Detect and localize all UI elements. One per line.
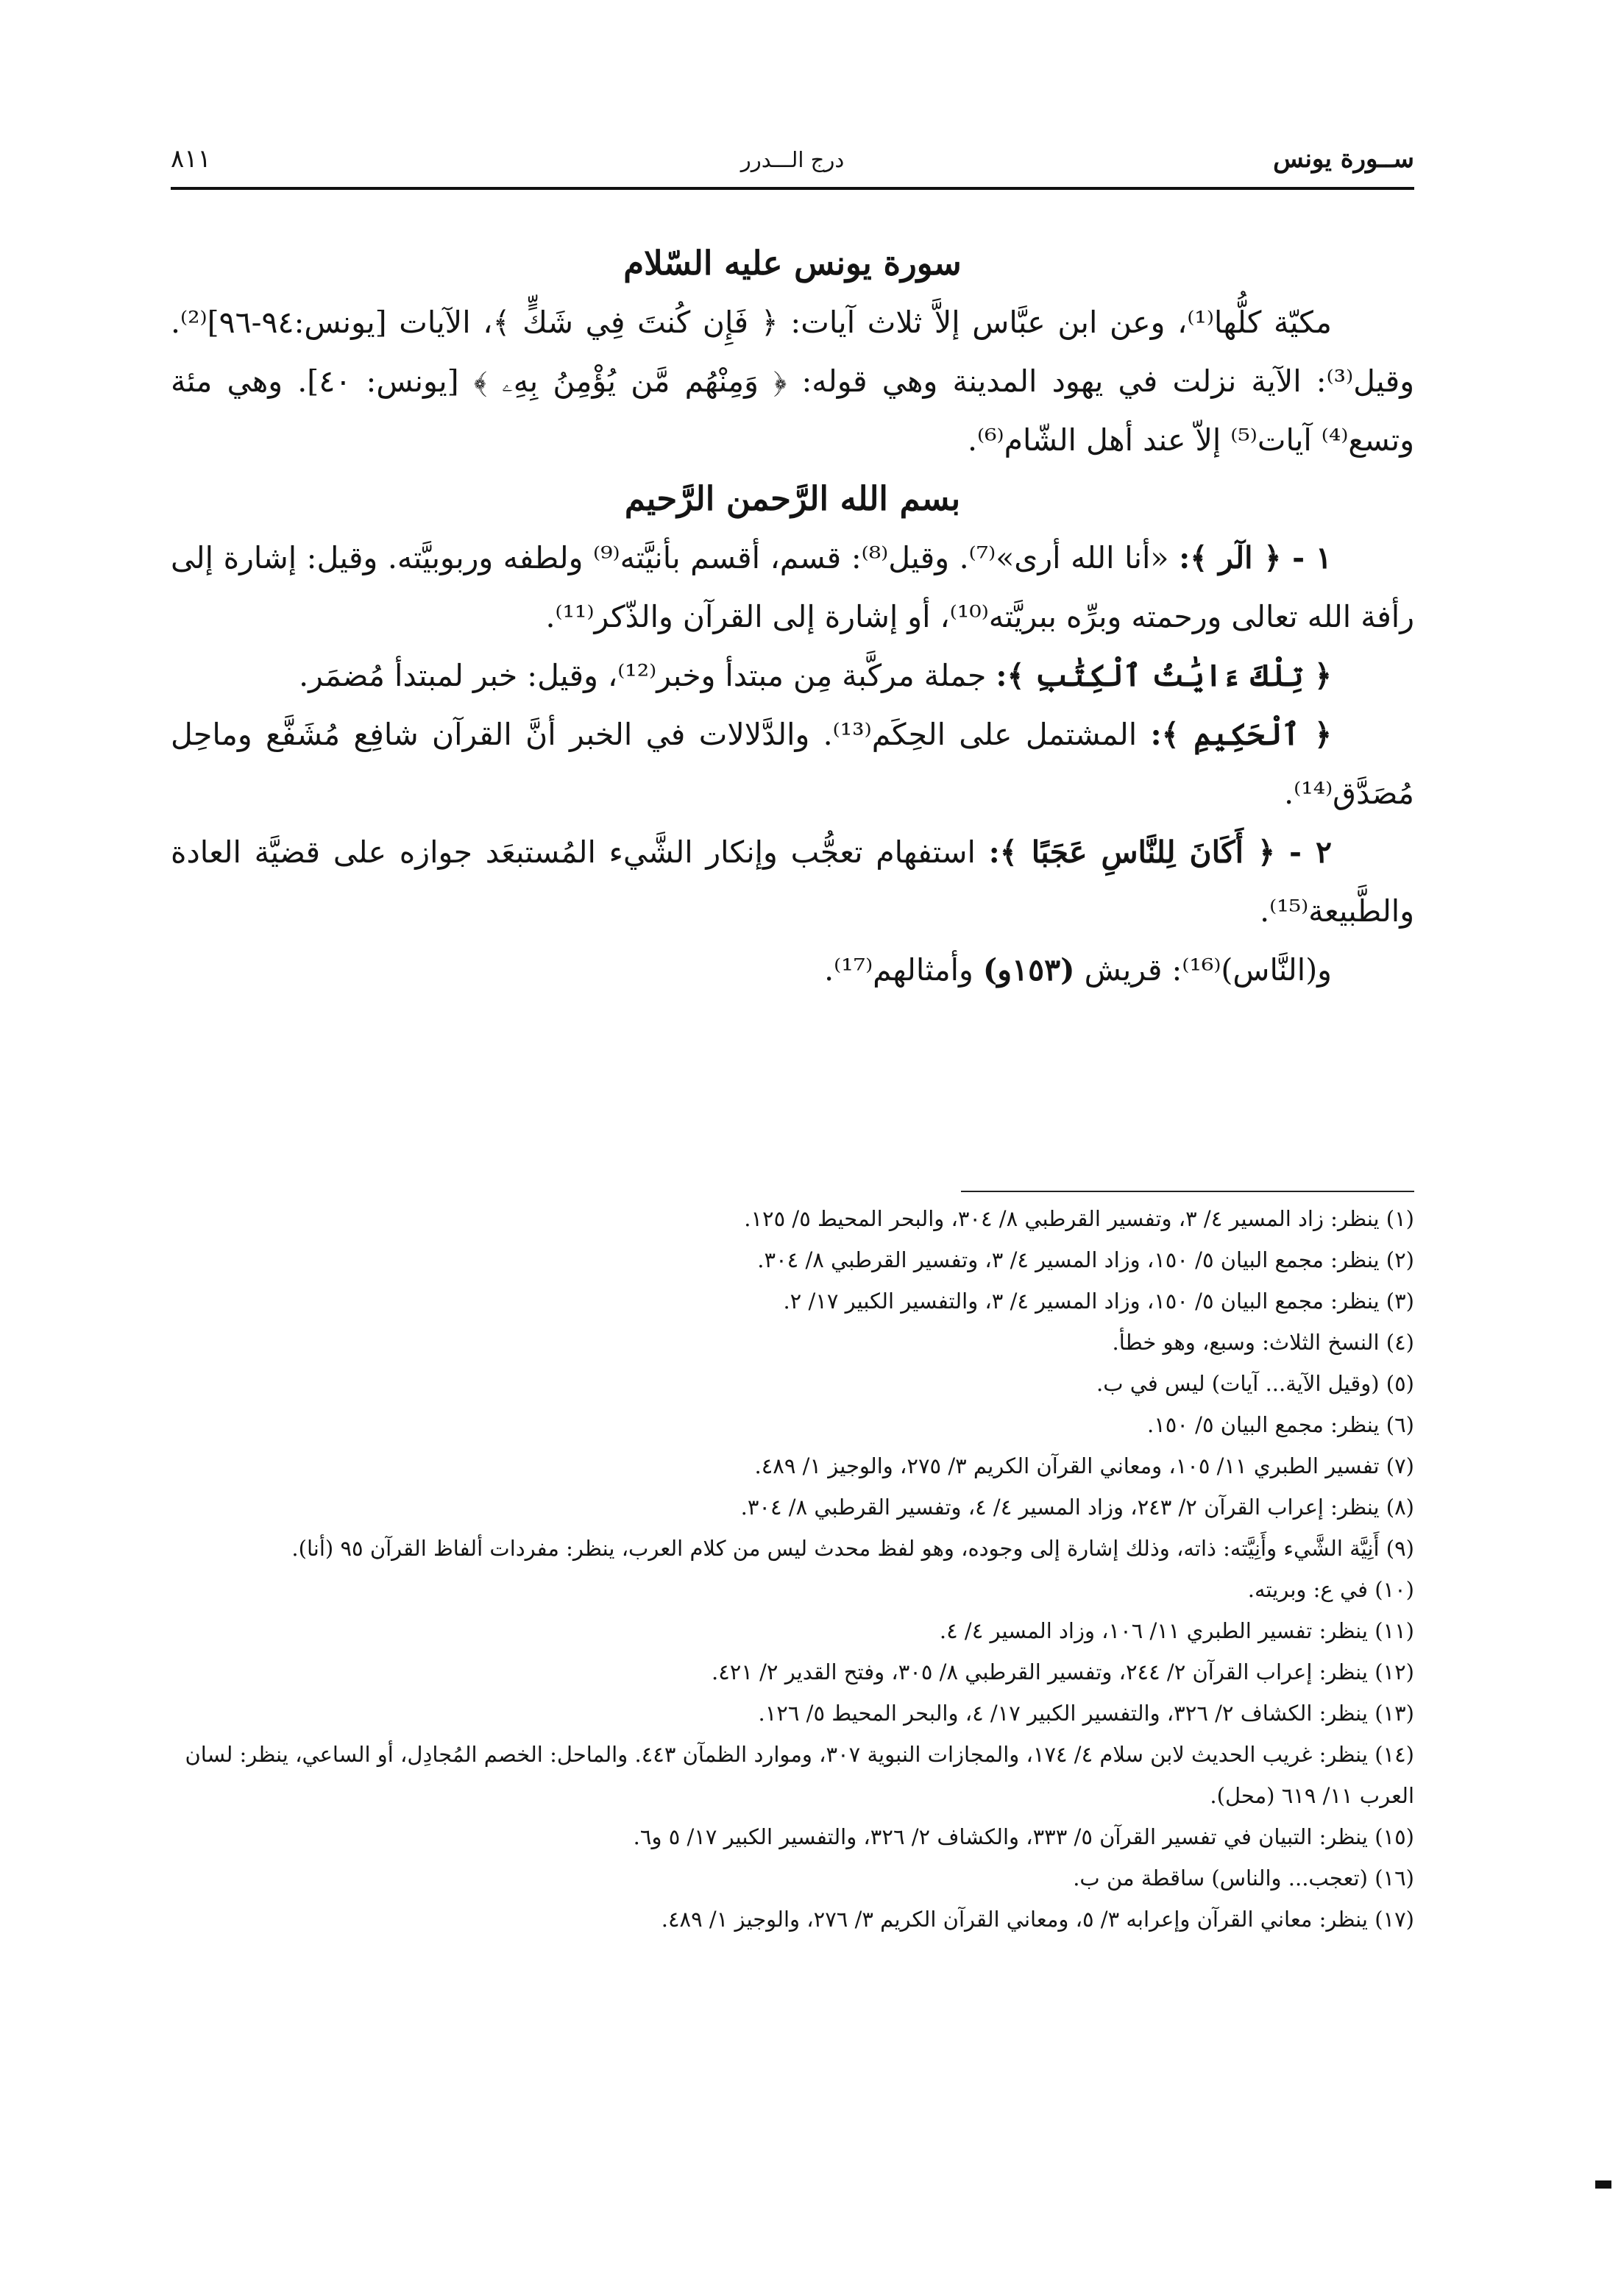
verse-2-commentary: استفهام تعجُّب وإنكار الشَّيء المُستبعَد جوازه على قضيَّة العادة والطَّبيعة⁽¹⁵⁾. — [171, 835, 1414, 929]
verse-2-heading: ٢ - ﴿ أَكَانَ لِلنَّاسِ عَجَبًا ﴾: — [988, 835, 1332, 870]
tilka-commentary: جملة مركَّبة مِن مبتدأ وخبر⁽¹²⁾، وقيل: خبر لمبتدأ مُضمَر. — [299, 658, 987, 693]
header-divider — [171, 187, 1414, 190]
footnote-4: (٤) النسخ الثلاث: وسبع، وهو خطأ. — [1112, 1330, 1414, 1355]
footnote-7: (٧) تفسير الطبري ١١/ ١٠٥، ومعاني القرآن الكريم ٣/ ٢٧٥، والوجيز ١/ ٤٨٩. — [754, 1453, 1414, 1478]
scan-edge-mark — [1595, 2180, 1611, 2189]
intro-paragraph: مكيّة كلُّها⁽¹⁾، وعن ابن عبَّاس إلاَّ ثلاث آيات: ﴿ فَإِن كُنتَ فِي شَكٍّ ﴾، الآيات [يونس:٩٤-٩٦]⁽²⁾. وقيل⁽³⁾: الآية نزلت في يهود المدينة وهي قوله: ﴿ وَمِنْهُم مَّن يُؤْمِنُ بِهِۦ ﴾ [يونس: ٤٠]. وهي مئة وتسع⁽⁴⁾ آيات⁽⁵⁾ إلاّ عند أهل الشّام⁽⁶⁾. — [171, 305, 1414, 458]
footnote-6: (٦) ينظر: مجمع البيان ٥/ ١٥٠. — [1147, 1412, 1414, 1437]
main-text — [171, 234, 1414, 999]
surah-header-title: ســورة يونس — [1273, 144, 1414, 174]
hakim-paragraph — [171, 705, 1414, 823]
nas-lead: و(النَّاس)⁽¹⁶⁾: قريش — [1084, 952, 1332, 988]
footnote-15: (١٥) ينظر: التبيان في تفسير القرآن ٥/ ٣٣٣، والكشاف ٢/ ٣٢٦، والتفسير الكبير ١٧/ ٥ و٦. — [633, 1824, 1414, 1849]
footnote-5: (٥) (وقيل الآية... آيات) ليس في ب. — [1096, 1371, 1414, 1396]
footnote-17: (١٧) ينظر: معاني القرآن وإعرابه ٣/ ٥، ومعاني القرآن الكريم ٣/ ٢٧٦، والوجيز ١/ ٤٨٩. — [661, 1907, 1414, 1932]
verse-1-paragraph — [171, 528, 1414, 646]
footnote-14: (١٤) ينظر: غريب الحديث لابن سلام ٤/ ١٧٤، والمجازات النبوية ٣٠٧، وموارد الظمآن ٤٤٣. والماحل: الخصم المُجادِل، أو الساعي، ينظر: لسان العرب ١١/ ٦١٩ (محل). — [185, 1742, 1414, 1808]
surah-title: سورة يونس عليه السّلام — [623, 244, 962, 283]
page-number: ٨١١ — [171, 144, 211, 174]
footnote-2: (٢) ينظر: مجمع البيان ٥/ ١٥٠، وزاد المسير ٤/ ٣، وتفسير القرطبي ٨/ ٣٠٤. — [757, 1247, 1414, 1272]
hakim-heading: ﴿ ٱلْحَكِيمِ ﴾: — [1150, 717, 1332, 752]
footnote-1: (١) ينظر: زاد المسير ٤/ ٣، وتفسير القرطبي ٨/ ٣٠٤، والبحر المحيط ٥/ ١٢٥. — [744, 1206, 1414, 1231]
book-header-title: درج الـــدرر — [740, 147, 845, 172]
nas-paragraph — [171, 940, 1414, 999]
footnote-8: (٨) ينظر: إعراب القرآن ٢/ ٢٤٣، وزاد المسير ٤/ ٤، وتفسير القرطبي ٨/ ٣٠٤. — [740, 1495, 1414, 1520]
hakim-commentary: المشتمل على الحِكَم⁽¹³⁾. والدَّلالات في الخبر أنَّ القرآن شافِع مُشَفَّع وماحِل مُصَدَّق⁽¹⁴⁾. — [171, 717, 1414, 811]
nas-tail: وأمثالهم⁽¹⁷⁾. — [824, 952, 973, 988]
footnote-13: (١٣) ينظر: الكشاف ٢/ ٣٢٦، والتفسير الكبير ١٧/ ٤، والبحر المحيط ٥/ ١٢٦. — [758, 1701, 1414, 1726]
footnote-9: (٩) أَنِيَّة الشَّيء وأَنِيَّته: ذاته، وذلك إشارة إلى وجوده، وهو لفظ محدث ليس من كلام العرب، ينظر: مفردات ألفاظ القرآن ٩٥ (أنا). — [291, 1536, 1414, 1561]
tilka-paragraph — [171, 646, 1414, 705]
verse-1-heading: ١ - ﴿ الٓر ﴾: — [1179, 540, 1332, 575]
running-header — [171, 144, 1414, 184]
tilka-heading: ﴿ تِلْكَ ءَايَٰتُ ٱلْكِتَٰبِ ﴾: — [996, 658, 1332, 693]
footnote-10: (١٠) في ع: وبريته. — [1247, 1577, 1414, 1602]
footnotes — [160, 1198, 1414, 1940]
basmala: بسم الله الرَّحمن الرَّحيم — [624, 479, 961, 518]
footnote-12: (١٢) ينظر: إعراب القرآن ٢/ ٢٤٤، وتفسير القرطبي ٨/ ٣٠٥، وفتح القدير ٢/ ٤٢١. — [711, 1659, 1414, 1684]
verse-2-paragraph — [171, 823, 1414, 940]
footnote-11: (١١) ينظر: تفسير الطبري ١١/ ١٠٦، وزاد المسير ٤/ ٤. — [939, 1618, 1414, 1643]
footnote-3: (٣) ينظر: مجمع البيان ٥/ ١٥٠، وزاد المسير ٤/ ٣، والتفسير الكبير ١٧/ ٢. — [783, 1289, 1414, 1314]
footnote-divider — [961, 1191, 1414, 1192]
verse-1-commentary: «أنا الله أرى»⁽⁷⁾. وقيل⁽⁸⁾: قسم، أقسم بأنيَّته⁽⁹⁾ ولطفه وربوبيَّته. وقيل: إشارة إلى رأفة الله تعالى ورحمته وبرِّه ببريَّته⁽¹⁰⁾، أو إشارة إلى القرآن والذّكر⁽¹¹⁾. — [171, 540, 1414, 634]
manuscript-folio-marker: (١٥٣و) — [982, 952, 1075, 988]
footnote-16: (١٦) (تعجب... والناس) ساقطة من ب. — [1073, 1866, 1414, 1891]
